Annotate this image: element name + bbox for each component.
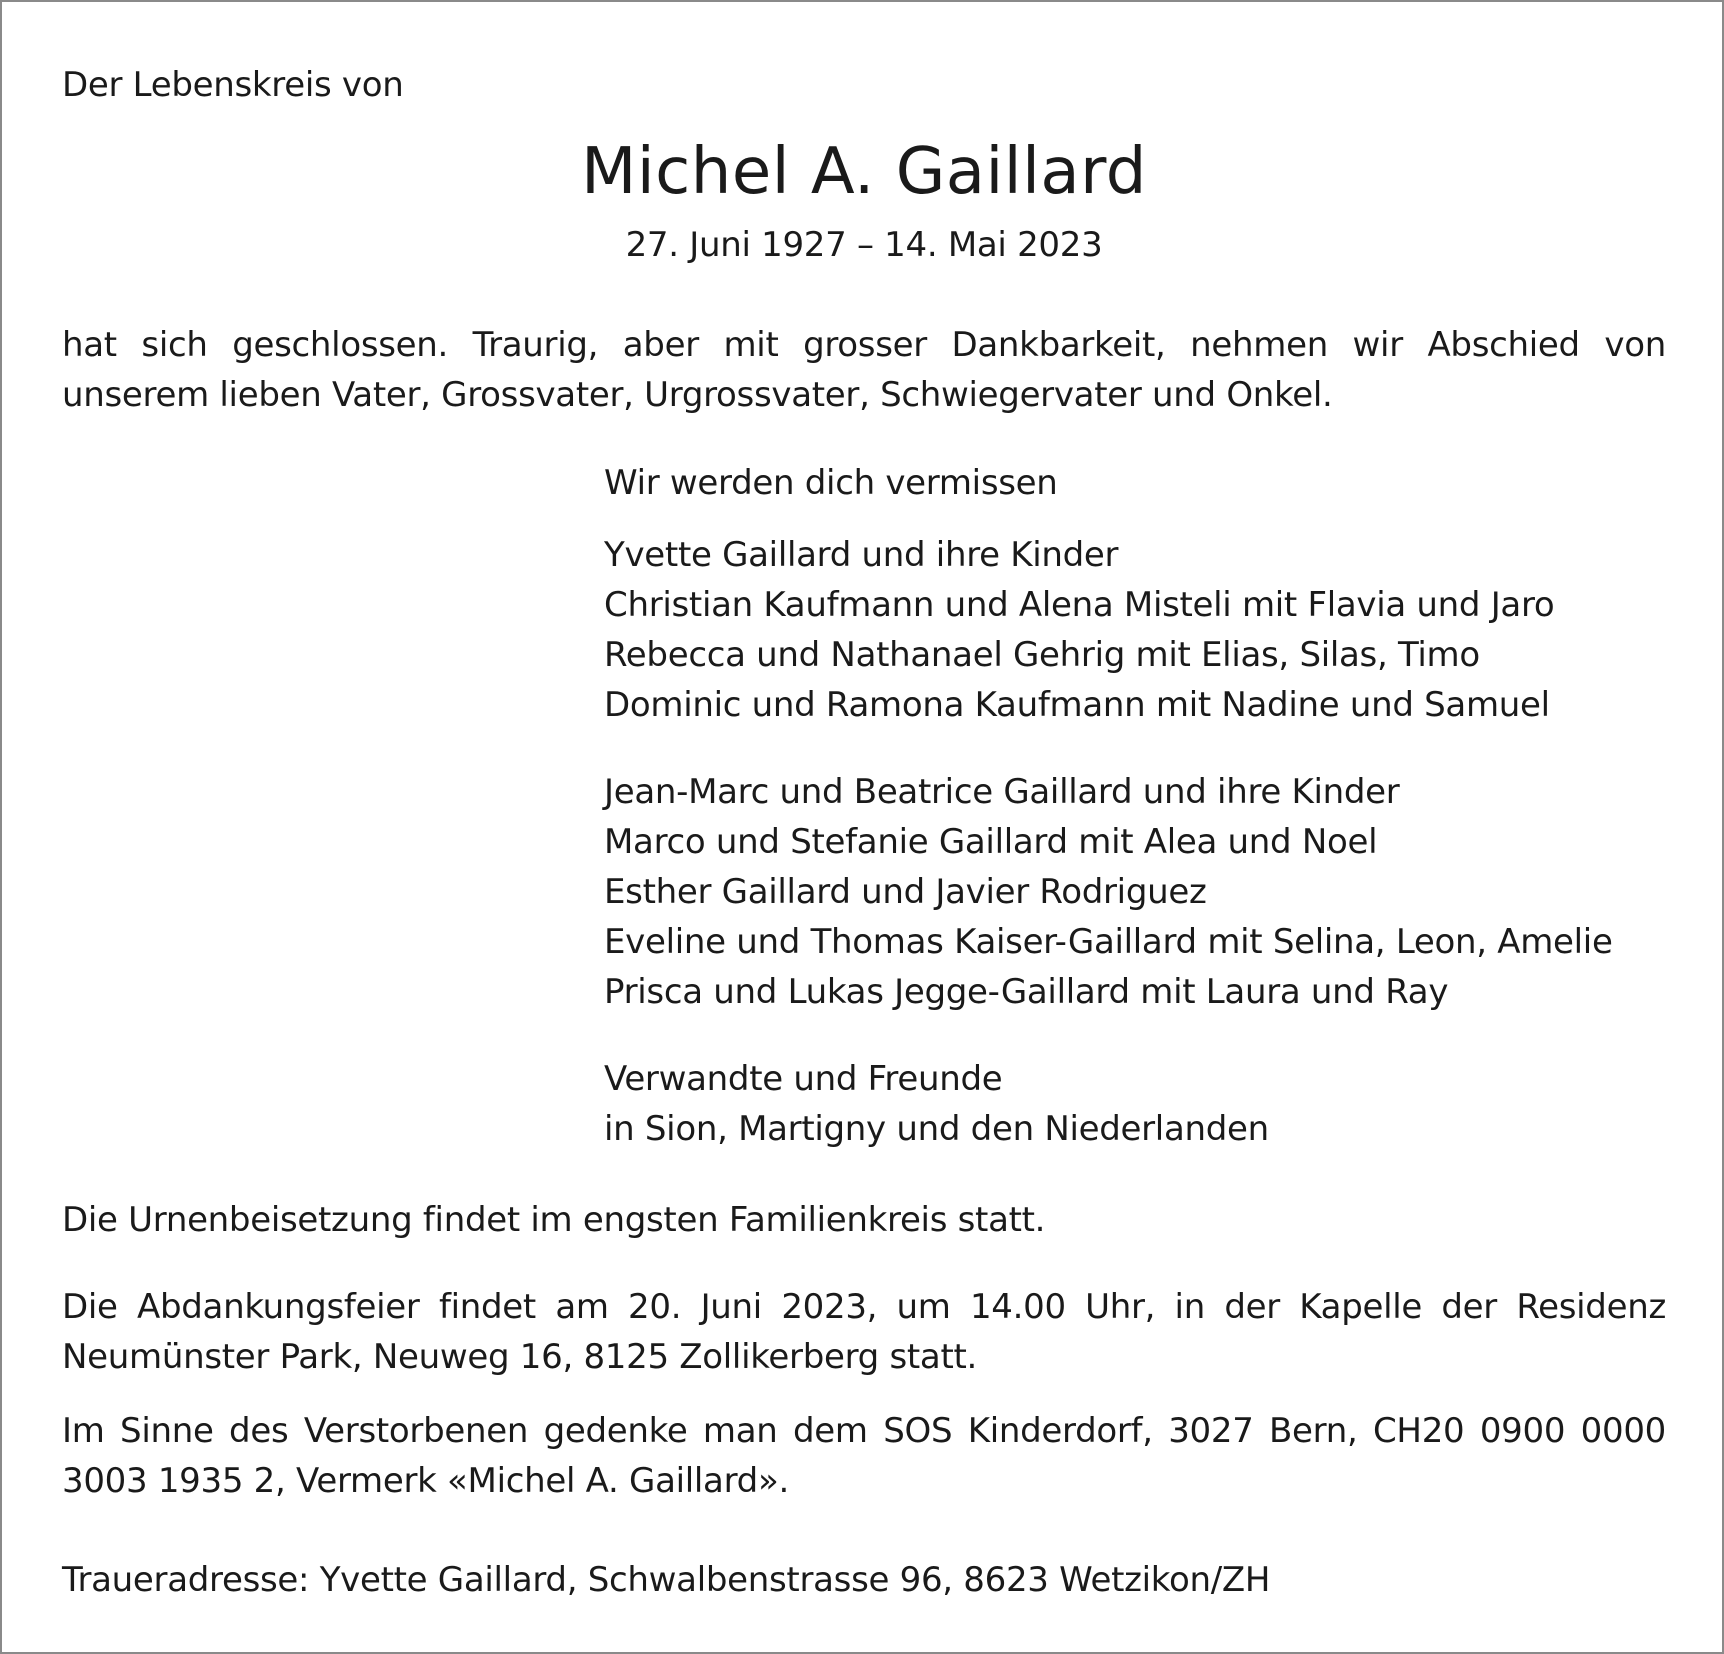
life-dates: 27. Juni 1927 – 14. Mai 2023 [625,225,1103,265]
family-line: Esther Gaillard und Javier Rodriguez [604,872,1207,912]
mourning-address: Traueradresse: Yvette Gaillard, Schwalbenstrasse 96, 8623 Wetzikon/ZH [62,1560,1271,1600]
family-line: Christian Kaufmann und Alena Misteli mit Flavia und Jaro [604,585,1555,625]
family-line: Jean-Marc und Beatrice Gaillard und ihre Kinder [604,772,1400,812]
family-line: Rebecca und Nathanael Gehrig mit Elias, Silas, Timo [604,635,1480,675]
miss-line: Wir werden dich vermissen [604,463,1058,503]
burial-note: Die Urnenbeisetzung findet im engsten Familienkreis statt. [62,1200,1046,1240]
opening-paragraph: hat sich geschlossen. Traurig, aber mit grosser Dankbarkeit, nehmen wir Abschied von unserem lieben Vater, Grossvater, Urgrossvater, Schwiegervater und Onkel. [62,325,1666,415]
family-line: Dominic und Ramona Kaufmann mit Nadine und Samuel [604,685,1550,725]
intro-text: Der Lebenskreis von [62,65,404,105]
family-line: Prisca und Lukas Jegge-Gaillard mit Laura und Ray [604,972,1449,1012]
donation-paragraph: Im Sinne des Verstorbenen gedenke man dem SOS Kinderdorf, 3027 Bern, CH20 0900 0000 3003 1935 2, Vermerk «Michel A. Gaillard». [62,1411,1666,1501]
ceremony-paragraph: Die Abdankungsfeier findet am 20. Juni 2023, um 14.00 Uhr, in der Kapelle der Residenz Neumünster Park, Neuweg 16, 8125 Zollikerberg statt. [62,1287,1666,1377]
family-line: in Sion, Martigny und den Niederlanden [604,1109,1269,1149]
family-line: Yvette Gaillard und ihre Kinder [604,535,1119,575]
family-line: Marco und Stefanie Gaillard mit Alea und Noel [604,822,1378,862]
family-line: Verwandte und Freunde [604,1059,1003,1099]
deceased-name: Michel A. Gaillard [581,135,1147,209]
family-line: Eveline und Thomas Kaiser-Gaillard mit Selina, Leon, Amelie [604,922,1613,962]
